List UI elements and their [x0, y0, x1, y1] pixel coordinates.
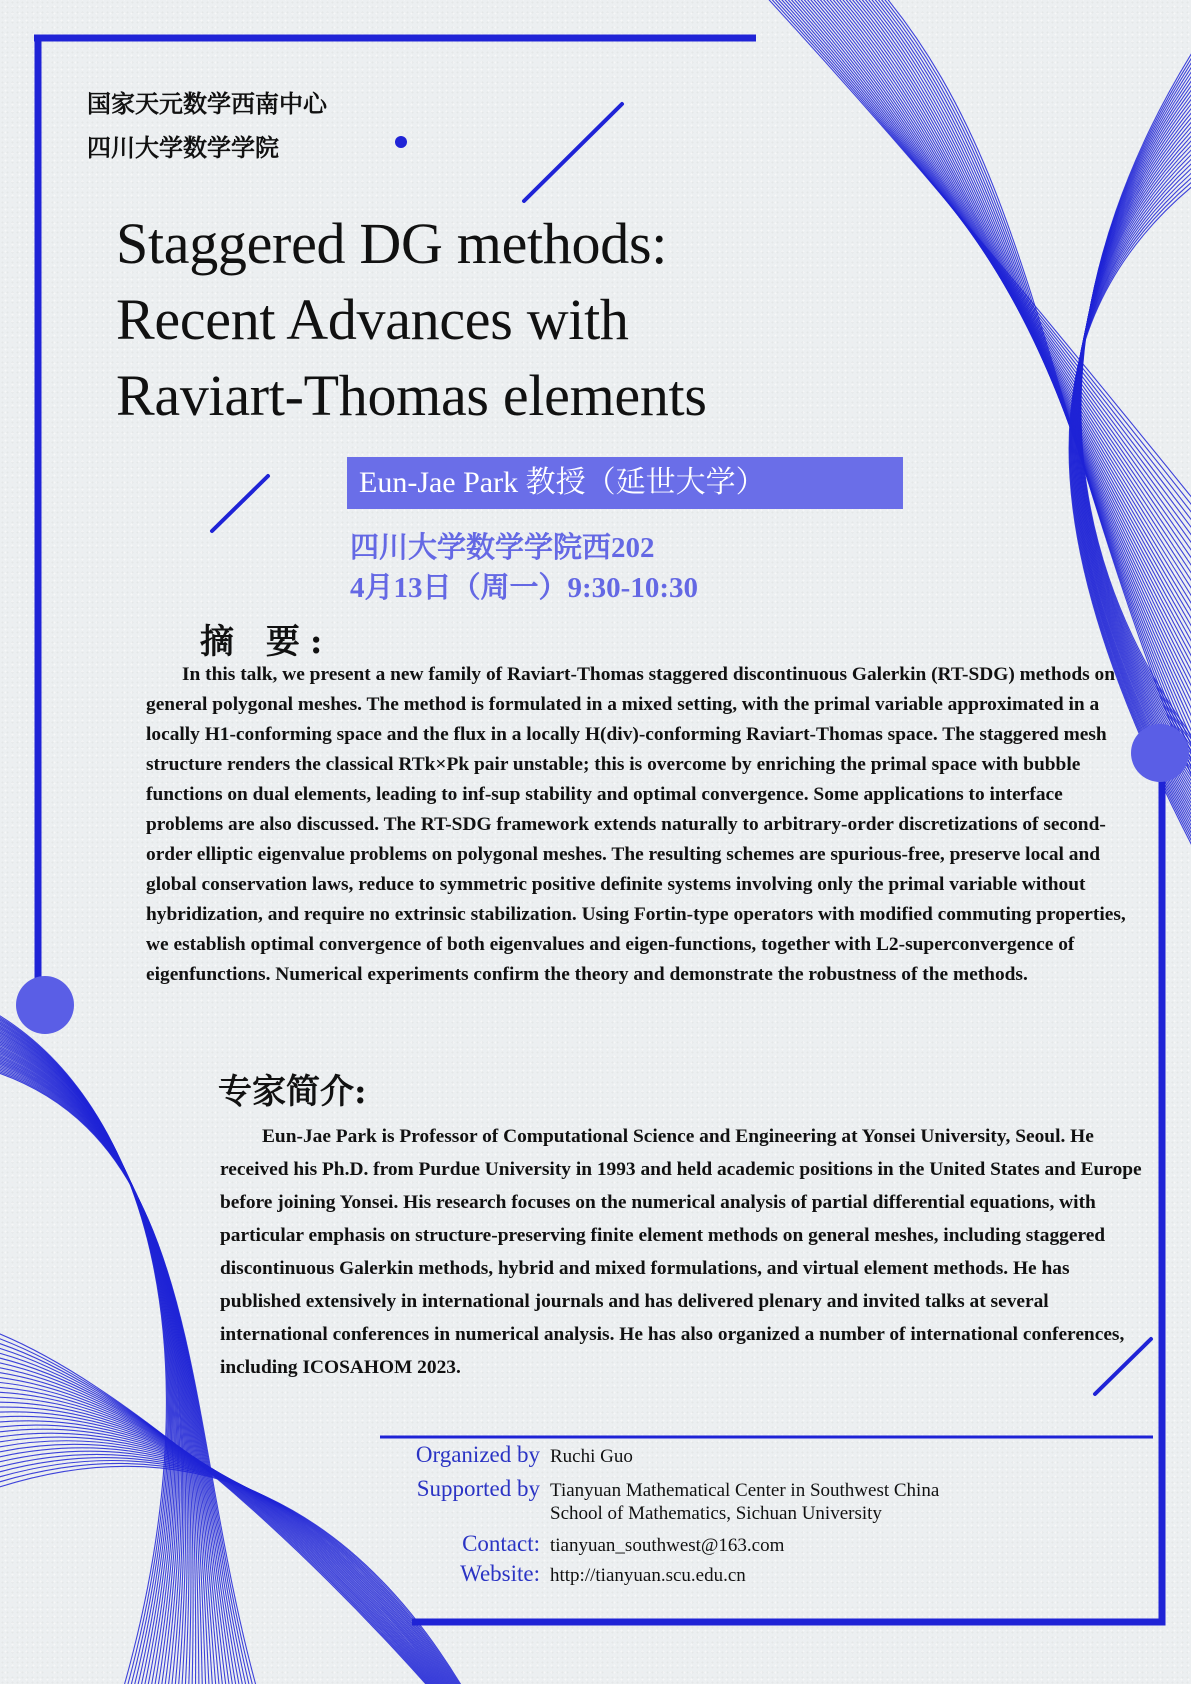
decorative-curve	[844, 0, 1191, 731]
decorative-curve	[0, 1068, 256, 1684]
accent-stroke	[524, 104, 622, 201]
abstract-text: In this talk, we present a new family of Raviart-Thomas staggered discontinuous Galerkin (RT-SDG) methods on general polygonal meshes. The method is formulated in a mixed setting, with the primal variable approximated in a locally H1-conforming space and the flux in a locally H(div)-conforming Raviart-Thomas space. The staggered mesh structure renders the classical RTk×Pk pair unstable; this is overcome by enriching the primal space with bubble functions on dual elements, leading to inf-sup stability and optimal convergence. Some applications to interface problems are also discussed. The RT-SDG framework extends naturally to arbitrary-order discretizations of second-order elliptic eigenvalue problems on polygonal meshes. The resulting schemes are spurious-free, preserve local and global conservation laws, reduce to symmetric positive definite systems involving only the primal variable without hybridization, and require no extrinsic stabilization. Using Fortin-type operators with modified commuting properties, we establish optimal convergence of both eigenvalues and eigen-functions, together with L2-superconvergence of eigenfunctions. Numerical experiments confirm the theory and demonstrate the robustness of the methods.	[146, 664, 1126, 985]
title-line: Recent Advances with	[116, 287, 629, 352]
speaker-banner: Eun-Jae Park 教授（延世大学）	[347, 457, 903, 509]
supported-row	[380, 1476, 1080, 1525]
title-line: Staggered DG methods:	[116, 211, 668, 276]
decorative-curve	[0, 1065, 249, 1684]
accent-circle	[16, 976, 74, 1034]
talk-title	[116, 206, 876, 434]
org-line: 国家天元数学西南中心	[87, 89, 327, 118]
supported-value	[550, 1479, 939, 1525]
accent-stroke	[212, 476, 268, 531]
venue: 四川大学数学学院西202	[350, 532, 655, 564]
organized-label: Organized by	[415, 1442, 540, 1467]
bio-text: Eun-Jae Park is Professor of Computational Science and Engineering at Yonsei University, Seoul. He received his Ph.D. from Purdue University in 1993 and held academic positions in the United States and Europe before joining Yonsei. His research focuses on the numerical analysis of partial differential equations, with particular emphasis on structure-preserving finite element methods on general meshes, including staggered discontinuous Galerkin methods, hybrid and mixed formulations, and virtual element methods. He has published extensively in international journals and has delivered plenary and invited talks at several international conferences in numerical analysis. He has also organized a number of international conferences, including ICOSAHOM 2023.	[220, 1126, 1142, 1378]
supported-line: School of Mathematics, Sichuan University	[550, 1503, 882, 1524]
website-row	[380, 1561, 1080, 1587]
contact-email[interactable]: tianyuan_southwest@163.com	[550, 1535, 785, 1556]
website-label: Website:	[460, 1561, 540, 1586]
supported-label: Supported by	[416, 1476, 540, 1501]
decorative-curve	[0, 1340, 442, 1684]
bio-heading: 专家简介:	[218, 1072, 367, 1112]
organizer-header	[87, 82, 327, 170]
accent-dot	[395, 136, 407, 148]
contact-row	[380, 1531, 1080, 1557]
venue-time	[350, 528, 698, 608]
title-line: Raviart-Thomas elements	[116, 363, 707, 428]
website-link[interactable]: http://tianyuan.scu.edu.cn	[550, 1565, 746, 1586]
abstract-heading: 摘 要:	[200, 622, 333, 662]
contact-label: Contact:	[462, 1531, 540, 1556]
organized-row	[380, 1442, 1080, 1468]
org-line: 四川大学数学学院	[87, 133, 279, 162]
organized-value: Ruchi Guo	[550, 1446, 633, 1467]
credits-block	[380, 1440, 1080, 1587]
time: 4月13日（周一）9:30-10:30	[350, 572, 698, 604]
supported-line: Tianyuan Mathematical Center in Southwest China	[550, 1480, 940, 1501]
